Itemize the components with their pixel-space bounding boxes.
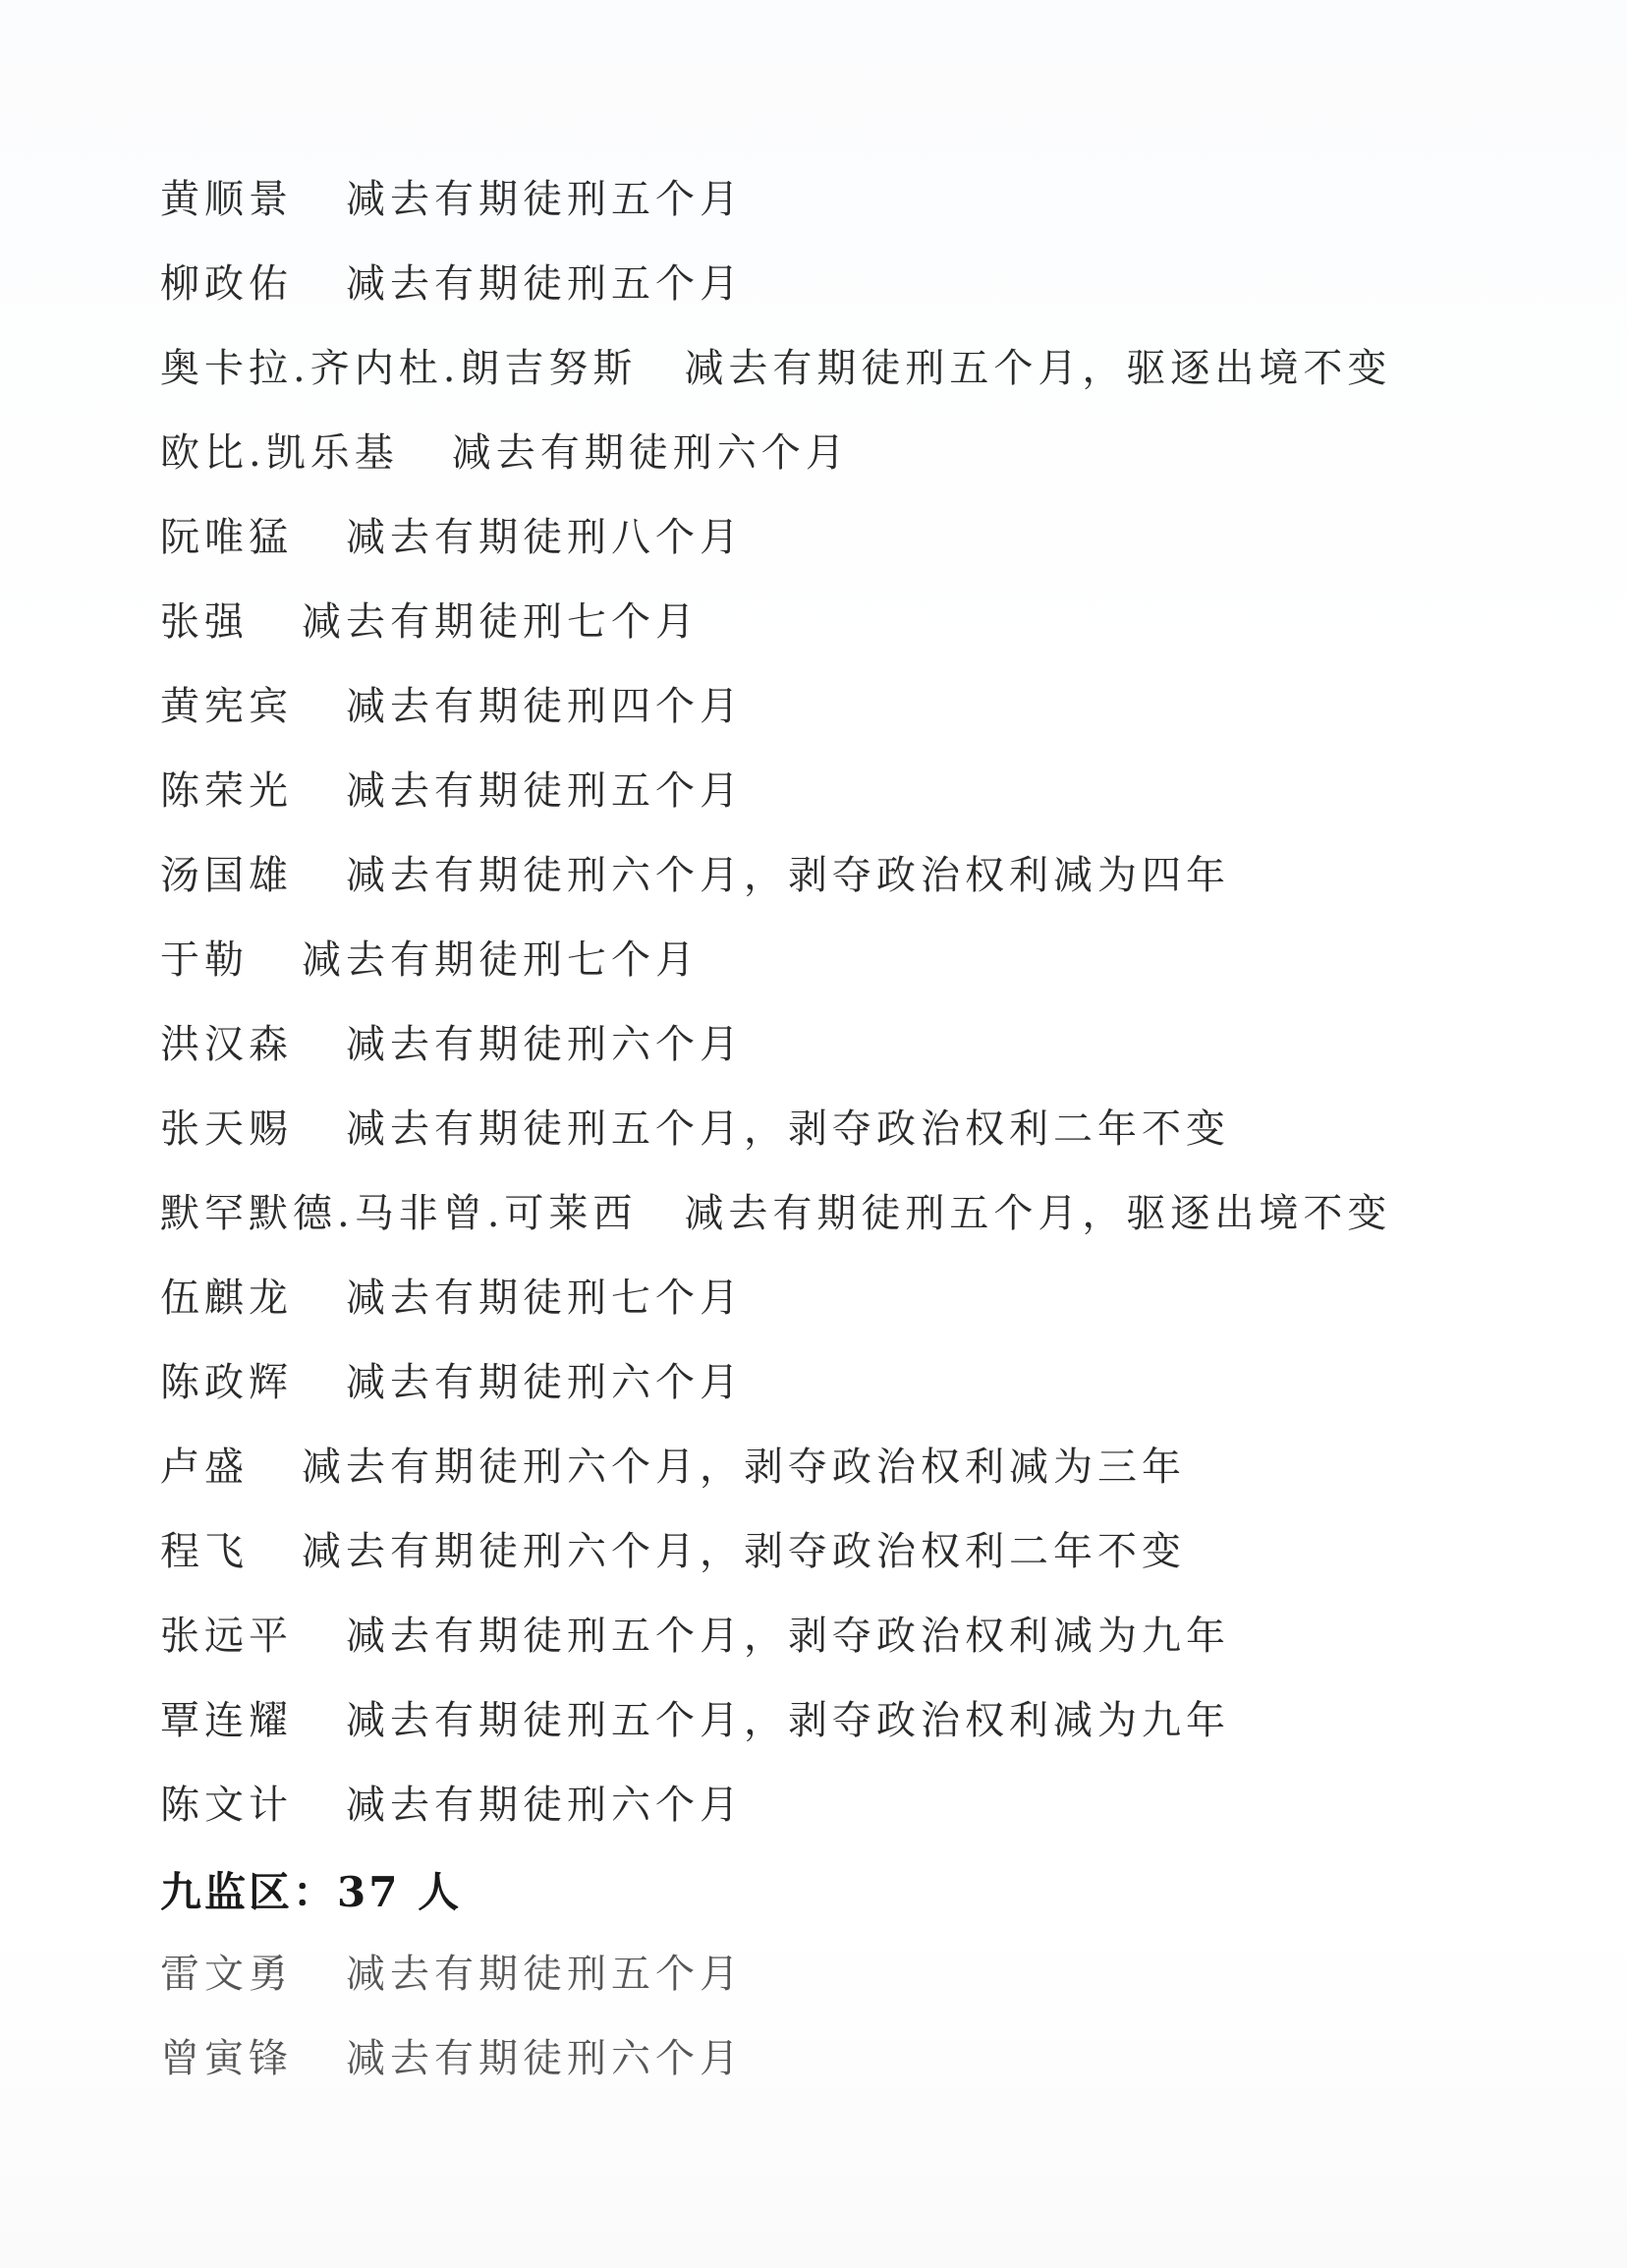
list-item (160, 2016, 1555, 2101)
sentence-text: 减去有期徒刑六个月，剥夺政治权利减为四年 (346, 853, 1230, 898)
prisoner-name: 曾寅锋 (160, 2036, 293, 2081)
list-item (160, 1425, 1555, 1509)
prisoner-name: 张天赐 (160, 1106, 293, 1152)
list-item (160, 918, 1555, 1002)
list-item (160, 157, 1555, 242)
prisoner-name: 柳政佑 (160, 261, 293, 307)
sentence-text: 减去有期徒刑六个月，剥夺政治权利二年不变 (302, 1529, 1186, 1574)
list-item (160, 411, 1555, 495)
sentence-text: 减去有期徒刑六个月，剥夺政治权利减为三年 (302, 1445, 1186, 1490)
sentence-text: 减去有期徒刑六个月 (346, 1360, 744, 1405)
sentence-text: 减去有期徒刑五个月 (346, 1952, 744, 1997)
prisoner-name: 黄宪宾 (160, 684, 293, 729)
list-item (160, 242, 1555, 326)
prisoner-name: 洪汉森 (160, 1022, 293, 1067)
commutation-list (160, 157, 1555, 2101)
prisoner-name: 陈政辉 (160, 1360, 293, 1405)
sentence-text: 减去有期徒刑七个月 (302, 599, 700, 645)
prisoner-name: 卢盛 (160, 1445, 249, 1490)
prisoner-name: 汤国雄 (160, 853, 293, 898)
list-item (160, 326, 1555, 411)
prisoner-name: 黄顺景 (160, 177, 293, 222)
list-item (160, 1509, 1555, 1594)
list-item (160, 1002, 1555, 1087)
prisoner-name: 程飞 (160, 1529, 249, 1574)
prisoner-name: 雷文勇 (160, 1952, 293, 1997)
list-item (160, 495, 1555, 580)
list-item (160, 1678, 1555, 1763)
sentence-text: 减去有期徒刑五个月 (346, 261, 744, 307)
list-item (160, 664, 1555, 749)
prisoner-name: 于勒 (160, 937, 249, 983)
sentence-text: 减去有期徒刑七个月 (302, 937, 700, 983)
sentence-text: 减去有期徒刑六个月 (346, 1783, 744, 1828)
prisoner-name: 默罕默德.马非曾.可莱西 (160, 1191, 638, 1236)
prisoner-name: 张强 (160, 599, 249, 645)
sentence-text: 减去有期徒刑五个月，驱逐出境不变 (684, 1191, 1392, 1236)
prisoner-name: 奥卡拉.齐内杜.朗吉努斯 (160, 346, 638, 391)
sentence-text: 减去有期徒刑六个月 (451, 430, 850, 476)
prisoner-name: 伍麒龙 (160, 1276, 293, 1321)
prisoner-name: 陈荣光 (160, 768, 293, 814)
list-item (160, 1087, 1555, 1171)
sentence-text: 减去有期徒刑八个月 (346, 515, 744, 560)
prisoner-name: 欧比.凯乐基 (160, 430, 399, 476)
sentence-text: 减去有期徒刑五个月 (346, 177, 744, 222)
sentence-text: 减去有期徒刑六个月 (346, 2036, 744, 2081)
list-item (160, 1763, 1555, 1847)
list-item (160, 1594, 1555, 1678)
section-heading: 九监区：37 人 (160, 1868, 463, 1916)
list-item (160, 1932, 1555, 2016)
prisoner-name: 阮唯猛 (160, 515, 293, 560)
prisoner-name: 覃连耀 (160, 1698, 293, 1743)
sentence-text: 减去有期徒刑六个月 (346, 1022, 744, 1067)
list-item (160, 1340, 1555, 1425)
sentence-text: 减去有期徒刑五个月 (346, 768, 744, 814)
list-item (160, 580, 1555, 664)
list-item (160, 1171, 1555, 1256)
sentence-text: 减去有期徒刑五个月，剥夺政治权利二年不变 (346, 1106, 1230, 1152)
prisoner-name: 陈文计 (160, 1783, 293, 1828)
sentence-text: 减去有期徒刑五个月，剥夺政治权利减为九年 (346, 1698, 1230, 1743)
sentence-text: 减去有期徒刑七个月 (346, 1276, 744, 1321)
sentence-text: 减去有期徒刑五个月，剥夺政治权利减为九年 (346, 1614, 1230, 1659)
list-item (160, 749, 1555, 833)
list-item (160, 833, 1555, 918)
sentence-text: 减去有期徒刑四个月 (346, 684, 744, 729)
prisoner-name: 张远平 (160, 1614, 293, 1659)
sentence-text: 减去有期徒刑五个月，驱逐出境不变 (684, 346, 1392, 391)
list-item (160, 1256, 1555, 1340)
